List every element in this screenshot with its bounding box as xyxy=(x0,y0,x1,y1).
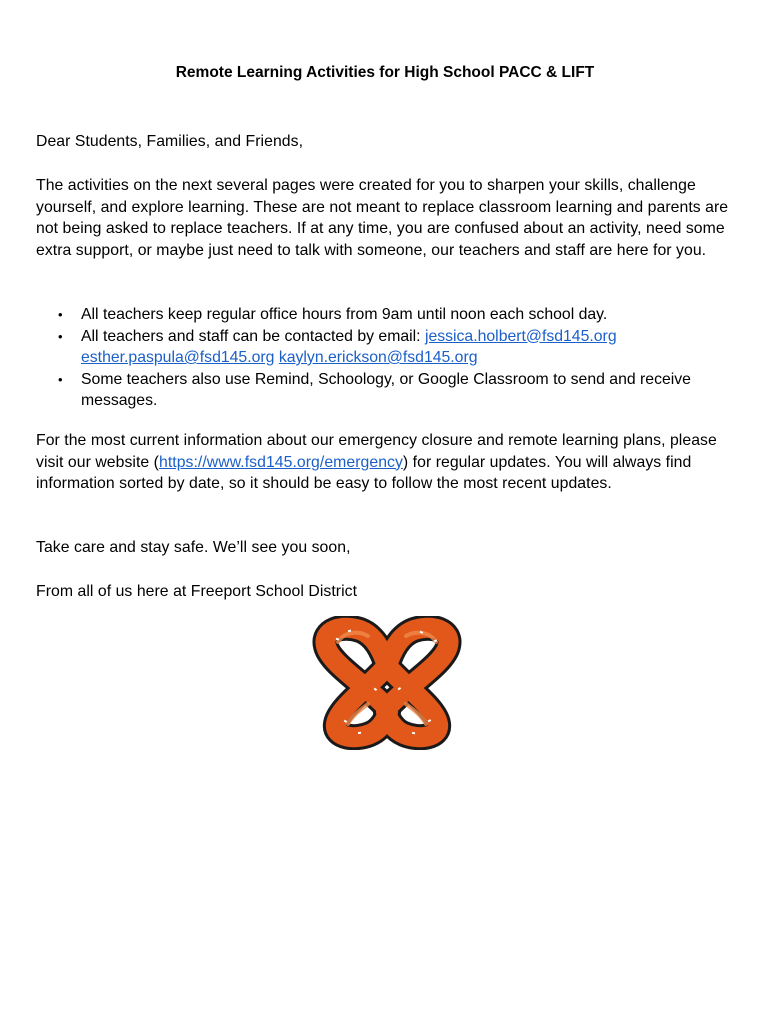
contact-text: All teachers and staff can be contacted by email: xyxy=(81,327,425,345)
closing-line: Take care and stay safe. We’ll see you soon, xyxy=(36,539,351,556)
greeting: Dear Students, Families, and Friends, xyxy=(36,133,304,150)
info-text-after: ) for regular updates. You will always find information sorted by date, so it should be easy to follow the most recent updates. xyxy=(36,453,692,492)
bullet-marker: • xyxy=(58,371,63,387)
bullet-marker: • xyxy=(58,307,63,322)
list-item xyxy=(36,369,741,412)
email-link-jessica[interactable]: jessica.holbert@fsd145.org xyxy=(424,327,617,345)
bullet-marker: • xyxy=(58,328,63,344)
email-link-esther[interactable]: esther.paspula@fsd145.org xyxy=(81,349,275,366)
pretzel-icon xyxy=(308,616,466,750)
list-item xyxy=(36,304,741,326)
office-hours-text: All teachers keep regular office hours from 9am until noon each school day. xyxy=(81,306,608,323)
messaging-apps-text: Some teachers also use Remind, Schoology, or Google Classroom to send and receive messages. xyxy=(81,370,691,409)
list-item xyxy=(36,326,741,369)
website-info-paragraph xyxy=(36,430,741,495)
email-link-kaylyn[interactable]: kaylyn.erickson@fsd145.org xyxy=(278,349,478,366)
info-bullet-list xyxy=(36,304,741,412)
document-title: Remote Learning Activities for High School PACC & LIFT xyxy=(175,64,595,81)
signoff-line: From all of us here at Freeport School District xyxy=(36,583,358,600)
info-text-before: For the most current information about our emergency closure and remote learning plans, please visit our website ( xyxy=(36,432,717,471)
intro-paragraph: The activities on the next several pages were created for you to sharpen your skills, challenge yourself, and explore learning. These are not meant to replace classroom learning and parents are not being asked to replace teachers. If at any time, you are confused about an activity, need some extra support, or maybe just need to talk with someone, our teachers and staff are here for you. xyxy=(36,177,729,259)
emergency-website-link[interactable]: https://www.fsd145.org/emergency xyxy=(158,453,403,471)
